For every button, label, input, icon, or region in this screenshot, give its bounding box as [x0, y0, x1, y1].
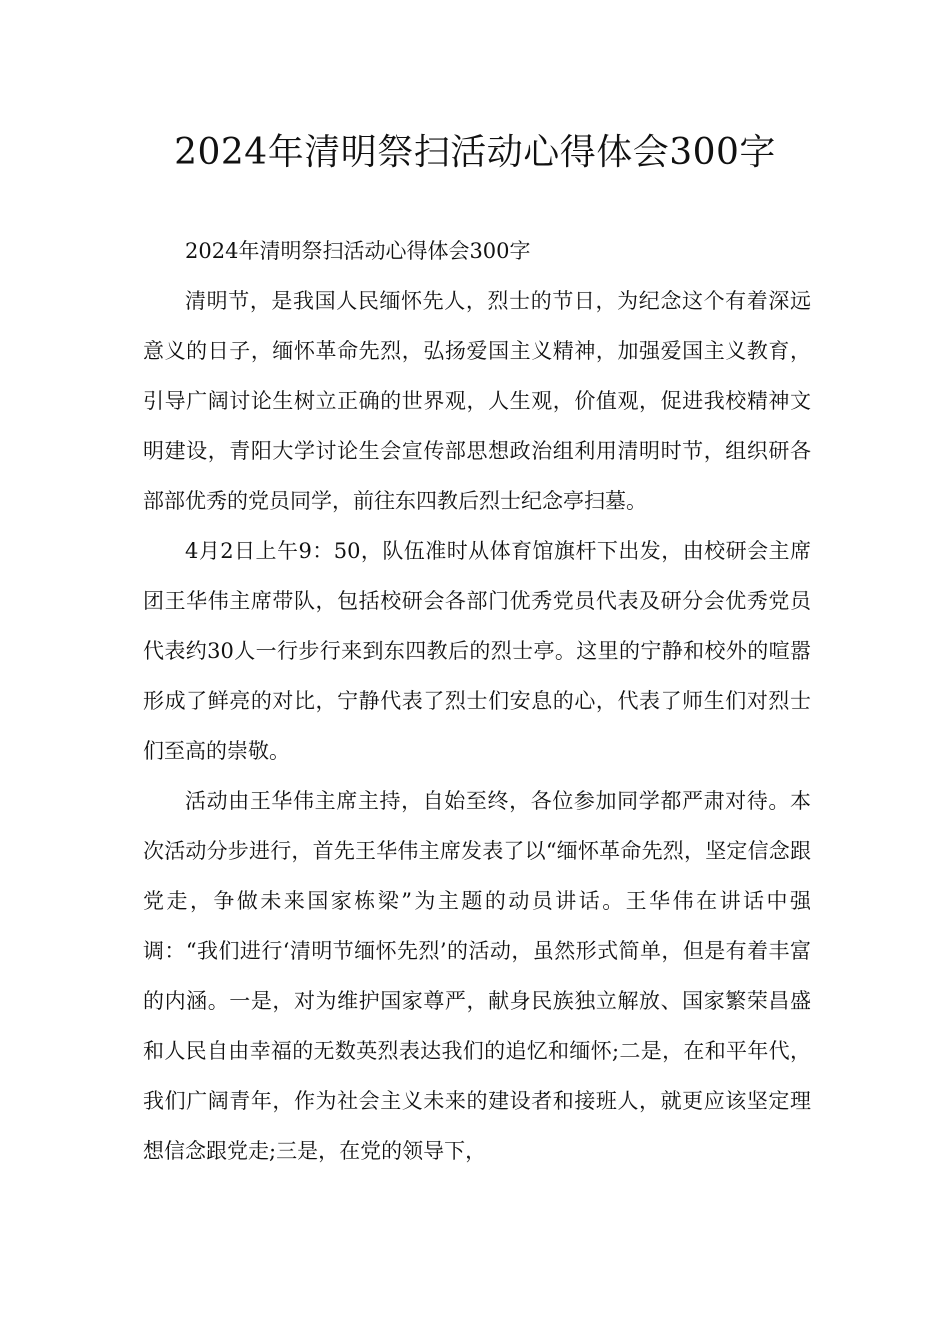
document-title: 2024年清明祭扫活动心得体会300字: [174, 132, 776, 173]
document-body: [143, 226, 811, 1176]
paragraph-intro: 清明节，是我国人民缅怀先人，烈士的节日，为纪念这个有着深远意义的日子，缅怀革命先烈，弘扬爱国主义精神，加强爱国主义教育，引导广阔讨论生树立正确的世界观，人生观，价值观，促进我校精神文明建设，青阳大学讨论生会宣传部思想政治组利用清明时节，组织研各部部优秀的党员同学，前往东四教后烈士纪念亭扫墓。: [143, 289, 811, 513]
paragraph-departure: 4月2日上午9：50，队伍准时从体育馆旗杆下出发，由校研会主席团王华伟主席带队，包括校研会各部门优秀党员代表及研分会优秀党员代表约30人一行步行来到东四教后的烈士亭。这里的宁静和校外的喧嚣形成了鲜亮的对比，宁静代表了烈士们安息的心，代表了师生们对烈士们至高的崇敬。: [143, 539, 811, 763]
paragraph-subtitle: 2024年清明祭扫活动心得体会300字: [185, 239, 531, 263]
paragraph-activity: 活动由王华伟主席主持，自始至终，各位参加同学都严肃对待。本次活动分步进行，首先王华伟主席发表了以“缅怀革命先烈，坚定信念跟党走，争做未来国家栋梁”为主题的动员讲话。王华伟在讲话中强调：“我们进行‘清明节缅怀先烈’的活动，虽然形式简单，但是有着丰富的内涵。一是，对为维护国家尊严，献身民族独立解放、国家繁荣昌盛和人民自由幸福的无数英烈表达我们的追忆和缅怀;二是，在和平年代，我们广阔青年，作为社会主义未来的建设者和接班人，就更应该坚定理想信念跟党走;三是，在党的领导下，: [143, 789, 811, 1163]
